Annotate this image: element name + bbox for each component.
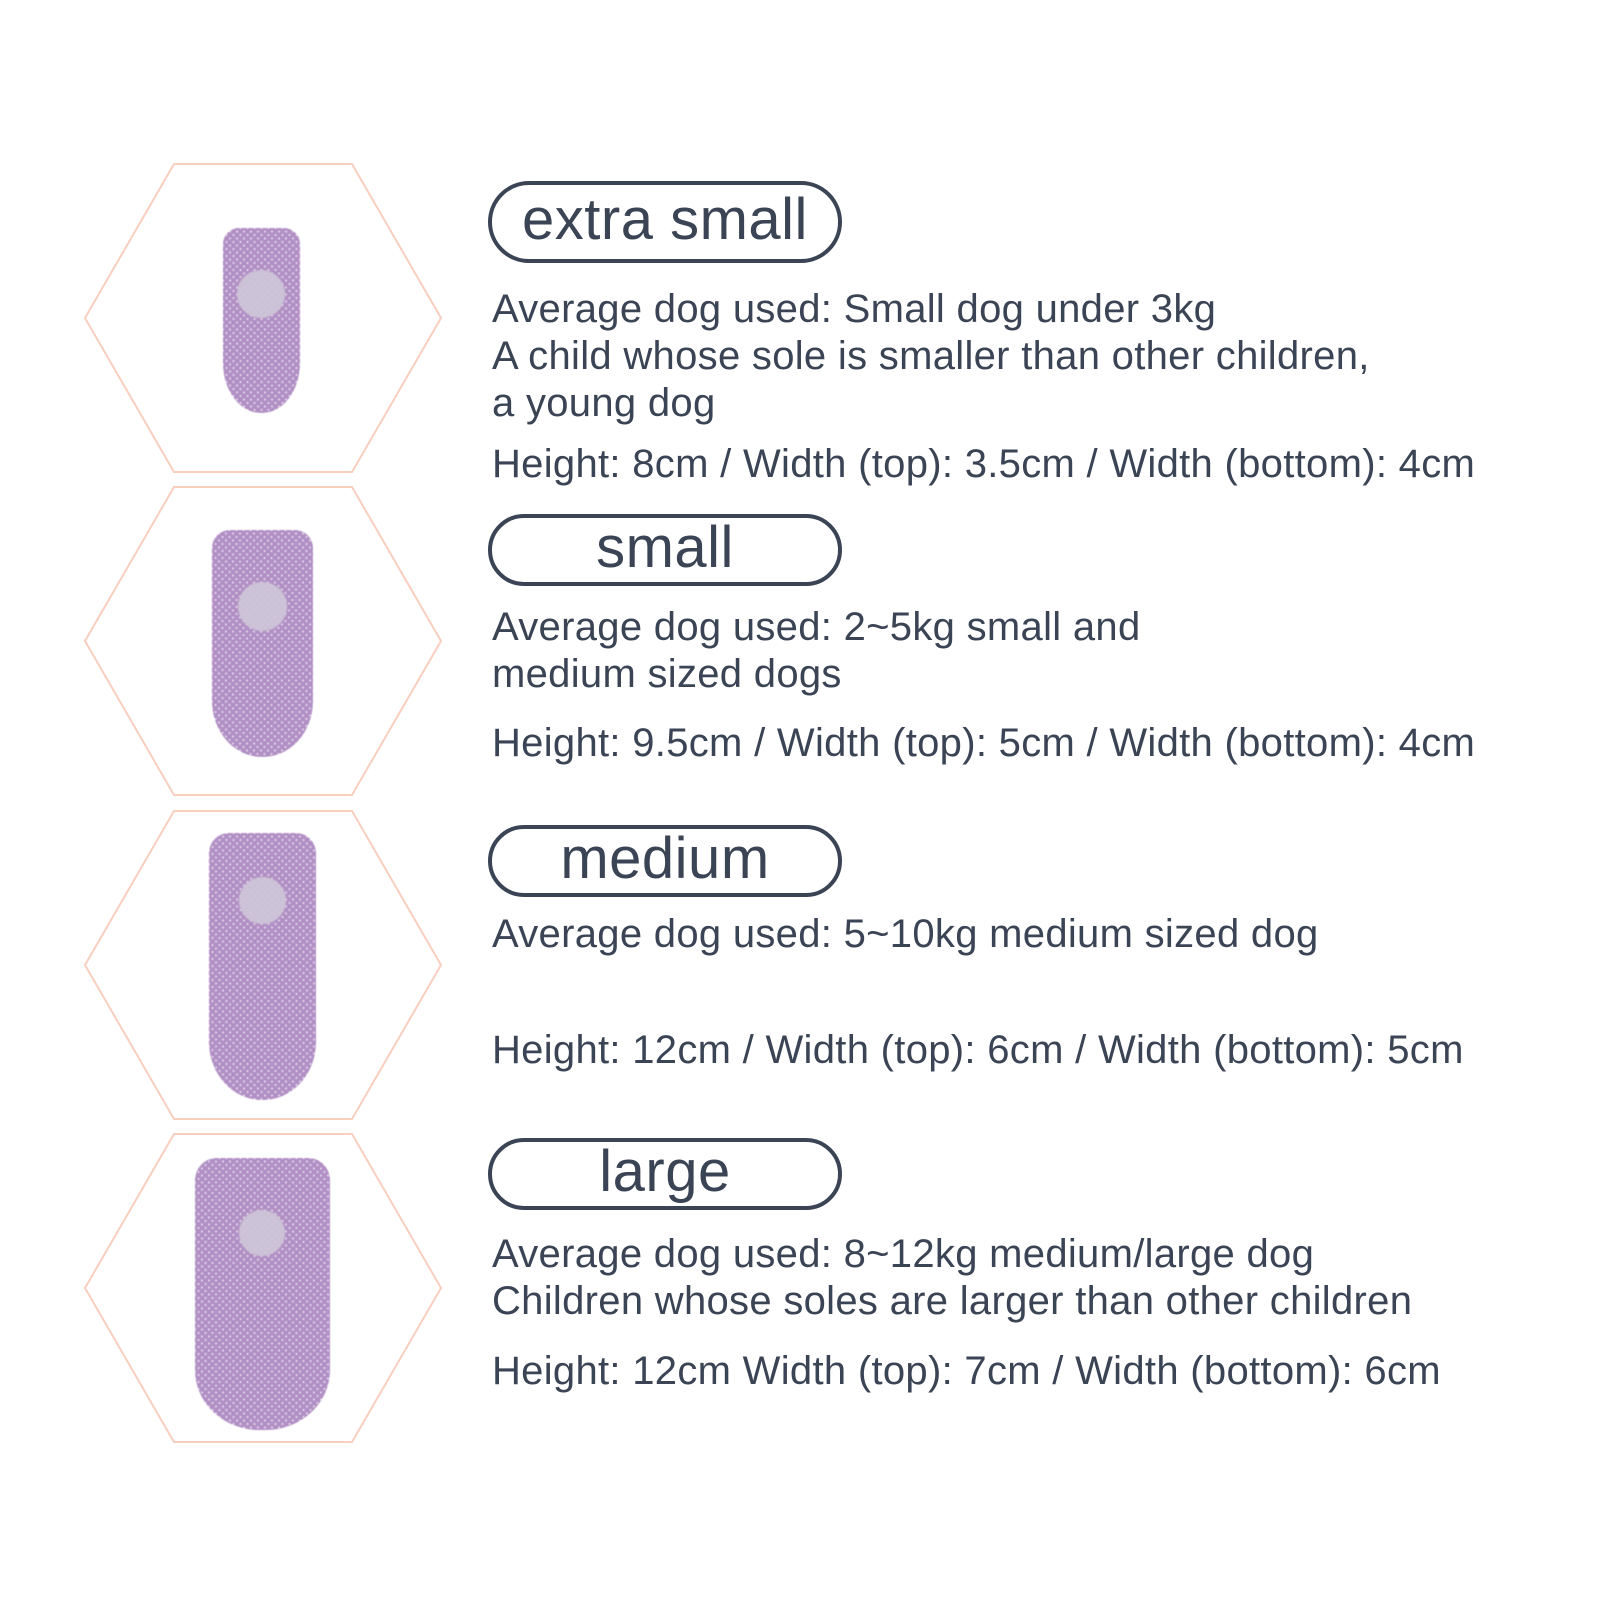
size-badge-label: extra small (522, 186, 808, 252)
size-badge (488, 514, 842, 586)
dimensions-text: Height: 12cm Width (top): 7cm / Width (bottom): 6cm (492, 1349, 1441, 1393)
sock-graphic (212, 530, 313, 757)
size-description (492, 911, 1319, 958)
dimensions-text: Height: 8cm / Width (top): 3.5cm / Width (bottom): 4cm (492, 442, 1476, 486)
paw-pad-circle (238, 582, 287, 631)
description-line: Average dog used: 8~12kg medium/large dog (492, 1232, 1315, 1276)
description-line: Average dog used: 2~5kg small and (492, 605, 1141, 649)
description-line: Average dog used: 5~10kg medium sized dog (492, 912, 1319, 956)
hexagon-frame (83, 809, 443, 1121)
size-badge-label: large (599, 1138, 731, 1204)
description-line: medium sized dogs (492, 652, 842, 696)
sock-graphic (209, 833, 316, 1100)
size-badge (488, 825, 842, 897)
size-badge (488, 1138, 842, 1210)
size-badge-label: small (596, 514, 734, 580)
paw-pad-circle (237, 270, 285, 318)
paw-pad-circle (239, 1210, 285, 1256)
description-line: a young dog (492, 381, 716, 425)
description-line: Average dog used: Small dog under 3kg (492, 287, 1217, 331)
sock-graphic (195, 1158, 330, 1430)
hexagon-frame (83, 485, 443, 797)
size-badge (488, 181, 842, 263)
dimensions-text: Height: 9.5cm / Width (top): 5cm / Width (bottom): 4cm (492, 721, 1476, 765)
size-badge-label: medium (560, 825, 770, 891)
paw-pad-circle (239, 877, 286, 924)
description-line: Children whose soles are larger than other children (492, 1279, 1413, 1323)
hexagon-frame (83, 162, 443, 474)
size-description (492, 604, 1141, 698)
size-description (492, 286, 1370, 427)
size-description (492, 1231, 1412, 1325)
sock-graphic (223, 228, 300, 413)
dimensions-text: Height: 12cm / Width (top): 6cm / Width (bottom): 5cm (492, 1028, 1464, 1072)
description-line: A child whose sole is smaller than other children, (492, 334, 1370, 378)
hexagon-frame (83, 1132, 443, 1444)
